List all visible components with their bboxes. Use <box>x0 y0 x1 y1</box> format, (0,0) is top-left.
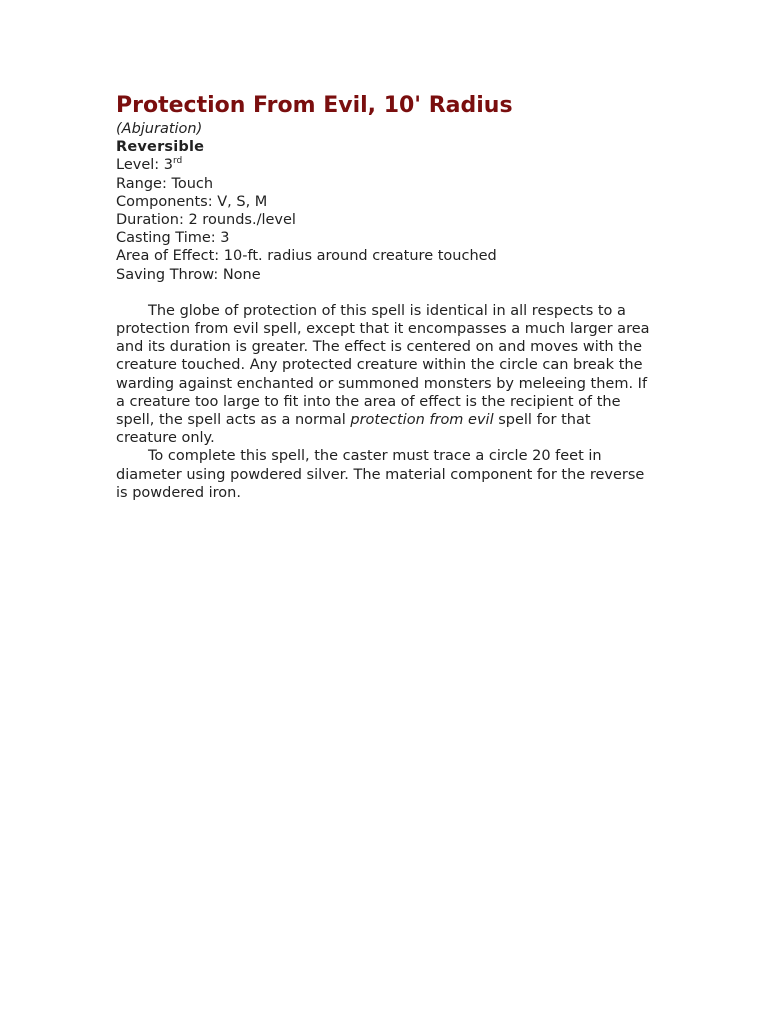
description-paragraph-2: To complete this spell, the caster must trace a circle 20 feet in diameter using powdered silver. The material component for the reverse is powdered iron. <box>116 448 645 501</box>
paragraph-1-end: spell for that creature only. <box>116 412 591 447</box>
paragraph-1-text: The globe of protection of this spell is identical in all respects to a protection from evil spell, except that it encompasses a much larger area and its duration is greater. The effect is centered on and moves with the creature touched. Any protected creature within the circle can break the warding against enchanted or summoned monsters by meleeing them. If a creature too large to fit into the area of effect is the recipient of the spell, the spell acts as a normal <box>116 302 650 429</box>
spell-components: Components: V, S, M <box>116 193 268 210</box>
level-label: Level: <box>116 157 164 174</box>
spell-title: Protection From Evil, 10' Radius <box>116 93 513 118</box>
description-paragraph-1 <box>116 302 656 448</box>
level-suffix: rd <box>173 156 183 167</box>
spell-entry <box>116 92 656 502</box>
reversible-label: Reversible <box>116 139 205 156</box>
spell-area-of-effect: Area of Effect: 10-ft. radius around creature touched <box>116 248 497 265</box>
spell-level <box>116 156 656 174</box>
spell-range: Range: Touch <box>116 175 214 192</box>
spell-description <box>116 302 656 502</box>
level-value: 3 <box>163 157 174 174</box>
spell-duration: Duration: 2 rounds./level <box>116 212 296 229</box>
spell-saving-throw: Saving Throw: None <box>116 266 261 283</box>
spell-school: (Abjuration) <box>116 121 203 137</box>
spell-casting-time: Casting Time: 3 <box>116 230 230 247</box>
spell-reference: protection from evil <box>350 412 494 429</box>
